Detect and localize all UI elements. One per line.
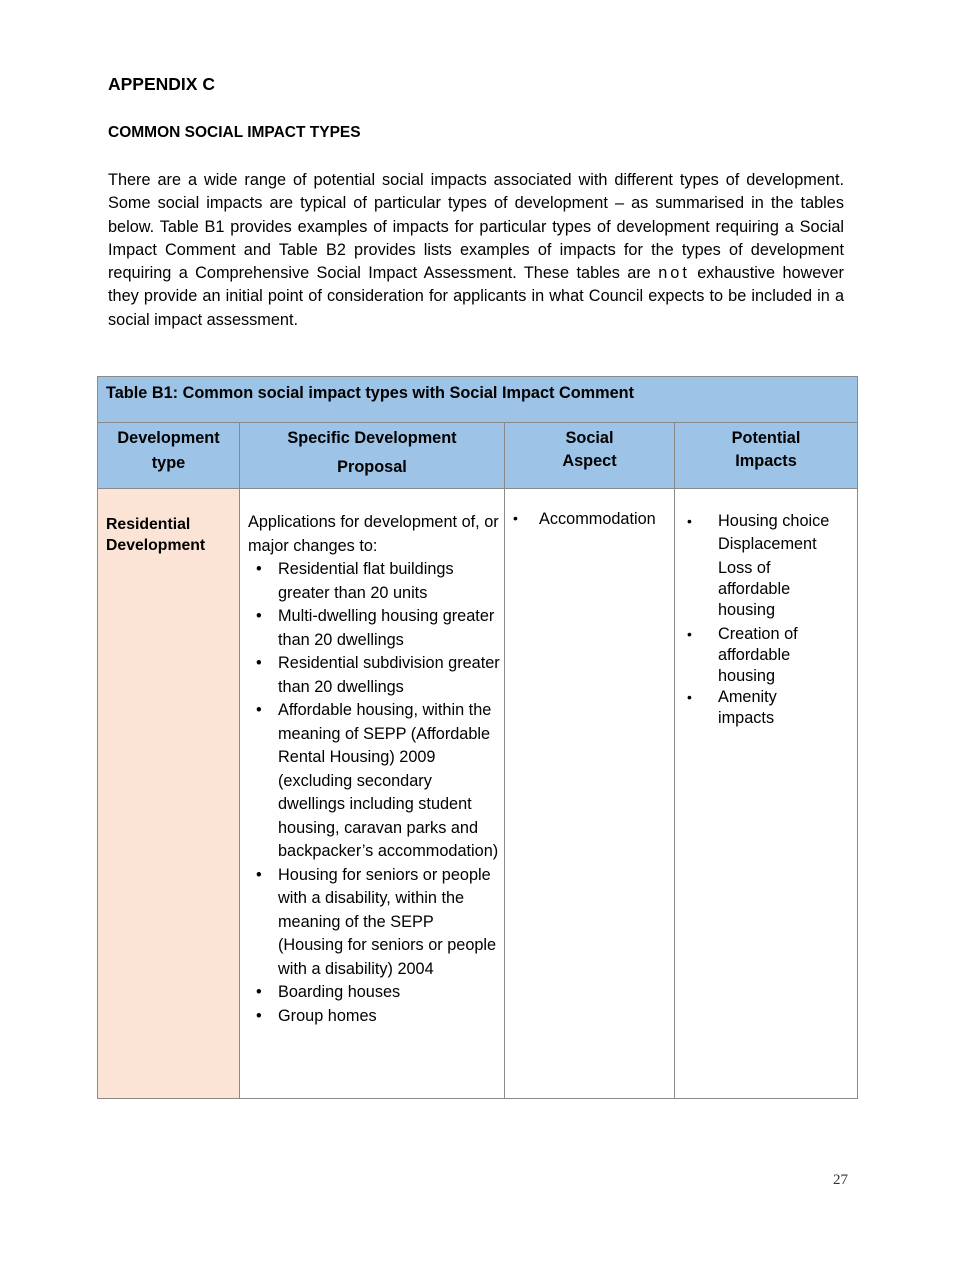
devtype-line1: Residential — [106, 516, 191, 533]
list-item — [685, 687, 857, 729]
bullet-icon: • — [687, 626, 692, 642]
list-item — [248, 1005, 500, 1029]
table-row — [98, 489, 858, 1099]
header-devtype-line2: type — [151, 454, 186, 472]
impact-subline: Loss of affordable housing — [718, 559, 791, 619]
list-item — [248, 981, 500, 1005]
impact-text: Housing choice — [718, 512, 830, 530]
list-item — [511, 510, 674, 529]
impact-subline: Displacement — [718, 535, 817, 553]
intro-text-part1: There are a wide range of potential social impacts associated with different types of development. Some social impacts are typical of particular types of development – as summarised in the tables below. Table B1 provides examples of impacts for particular types of development requiring a Social Impact Comment and Table B2 provides lists examples of impacts for the types of development requiring a Comprehensive Social Impact Assessment. These tables are — [108, 171, 844, 283]
bullet-icon: • — [513, 510, 518, 526]
header-social-line1: Social — [565, 429, 614, 447]
list-item-text: Affordable housing, within the meaning of SEPP (Affordable Rental Housing) 2009 (excluding secondary dwellings including student housing, caravan parks and backpacker’s accommodation) — [278, 701, 499, 860]
header-social-aspect — [505, 423, 675, 489]
bullet-icon: • — [256, 560, 262, 578]
list-item-text: Housing for seniors or people with a disability, within the meaning of the SEPP (Housing for seniors or people with a disability) 2004 — [278, 865, 497, 978]
bullet-icon: • — [256, 865, 262, 884]
bullet-icon: • — [256, 701, 262, 719]
list-item — [248, 558, 500, 605]
social-aspect-cell — [505, 489, 675, 1099]
bullet-icon: • — [256, 983, 262, 1001]
list-item-text: Residential flat buildings greater than 20 units — [278, 560, 454, 602]
impact-text: Amenity impacts — [718, 688, 777, 727]
intro-text-part2: exhaustive however they provide an initial point of consideration for applicants in what Council expects to be included in a social impact assessment. — [108, 264, 844, 329]
list-item — [248, 652, 500, 699]
list-item — [685, 621, 857, 687]
proposal-list — [248, 558, 500, 1028]
intro-text-not: not — [658, 264, 690, 283]
bullet-icon: • — [687, 513, 692, 529]
proposal-intro: Applications for development of, or major changes to: — [248, 513, 499, 555]
list-item — [248, 699, 500, 864]
table-caption: Table B1: Common social impact types with Social Impact Comment — [98, 377, 858, 423]
development-type-cell — [98, 489, 240, 1099]
bullet-icon: • — [256, 1006, 262, 1025]
header-devtype-line1: Development — [117, 429, 220, 447]
list-item — [248, 864, 500, 982]
intro-paragraph — [108, 169, 844, 332]
proposal-cell — [240, 489, 505, 1099]
header-proposal-line1: Specific Development — [287, 429, 457, 447]
bullet-icon: • — [256, 607, 262, 625]
header-social-line2: Aspect — [562, 452, 617, 470]
impact-table — [97, 376, 858, 1099]
header-specific-proposal — [240, 423, 505, 489]
header-impacts-line2: Impacts — [735, 452, 797, 470]
bullet-icon: • — [687, 689, 692, 705]
impact-text: Creation of affordable housing — [718, 625, 798, 685]
section-subheading: COMMON SOCIAL IMPACT TYPES — [108, 124, 361, 141]
devtype-line2: Development — [106, 536, 206, 554]
potential-impacts-cell — [675, 489, 858, 1099]
bullet-icon: • — [256, 654, 262, 672]
header-potential-impacts — [675, 423, 858, 489]
list-item-text: Boarding houses — [278, 983, 401, 1001]
list-item-text: Residential subdivision greater than 20 dwellings — [278, 654, 500, 696]
header-development-type — [98, 423, 240, 489]
header-impacts-line1: Potential — [731, 429, 801, 447]
list-item — [248, 605, 500, 652]
list-item-text: Group homes — [278, 1006, 377, 1025]
list-item — [685, 510, 857, 533]
appendix-heading: APPENDIX C — [108, 74, 215, 94]
social-aspect-text: Accommodation — [539, 510, 656, 528]
list-item-text: Multi-dwelling housing greater than 20 dwellings — [278, 607, 495, 649]
page-number: 27 — [833, 1172, 848, 1188]
header-proposal-line2: Proposal — [337, 458, 407, 476]
